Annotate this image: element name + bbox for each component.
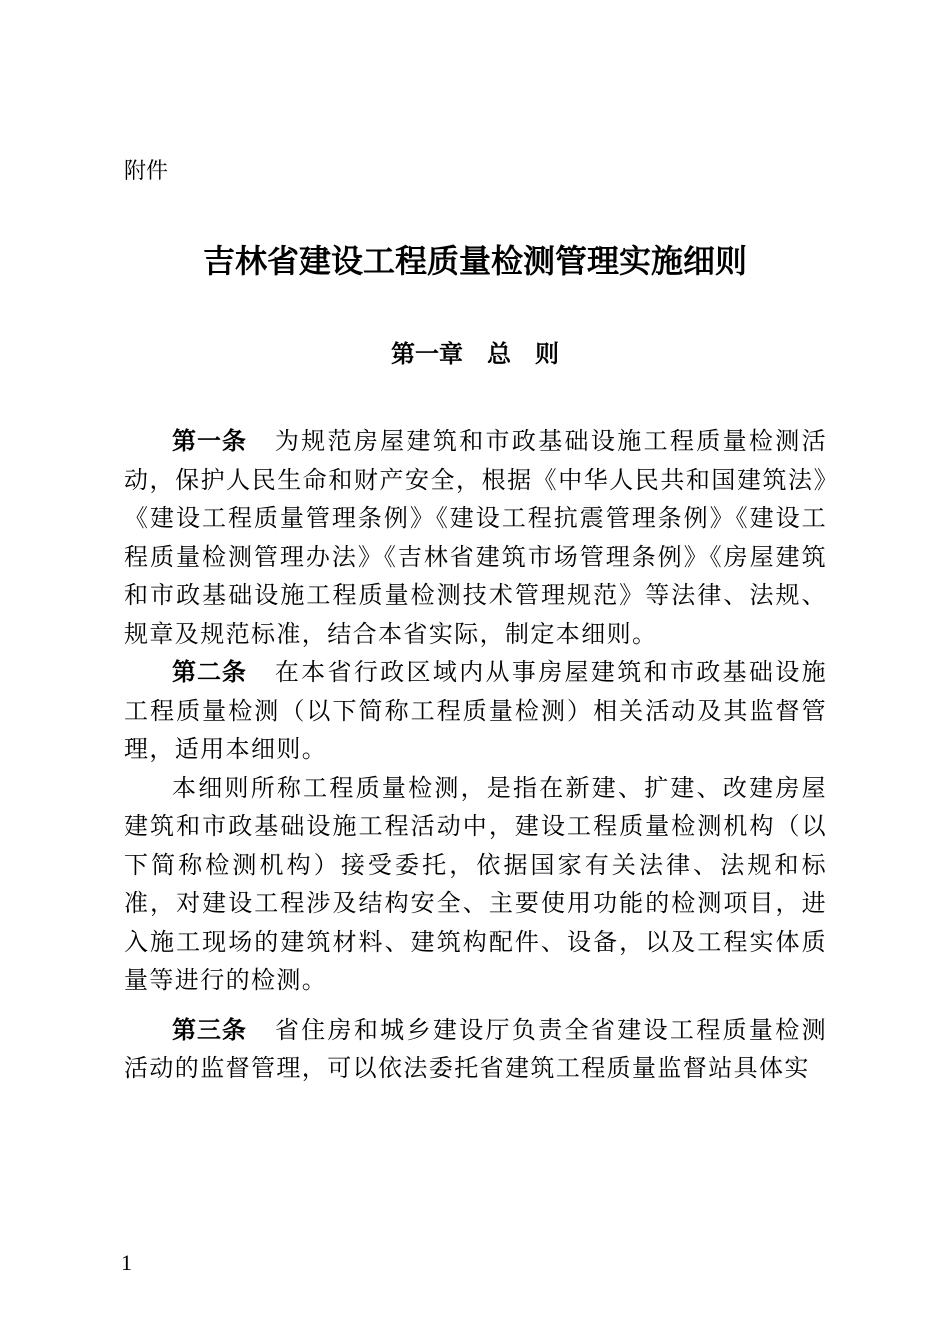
chapter-heading: 第一章 总 则	[391, 340, 559, 368]
article-2-paragraph	[124, 653, 827, 769]
article-number: 第二条	[172, 658, 247, 686]
article-text: 本细则所称工程质量检测，是指在新建、扩建、改建房屋建筑和市政基础设施工程活动中，建设工程质量检测机构（以下简称检测机构）接受委托，依据国家有关法律、法规和标准，对建设工程涉及结构安全、主要使用功能的检测项目，进入施工现场的建筑材料、建筑构配件、设备，以及工程实体质量等进行的检测。	[124, 773, 827, 994]
article-text: 为规范房屋建筑和市政基础设施工程质量检测活动，保护人民生命和财产安全，根据《中华人民共和国建筑法》《建设工程质量管理条例》《建设工程抗震管理条例》《建设工程质量检测管理办法》《吉林省建筑市场管理条例》《房屋建筑和市政基础设施工程质量检测技术管理规范》等法律、法规、规章及规范标准，结合本省实际，制定本细则。	[124, 427, 828, 648]
article-number: 第三条	[172, 1015, 247, 1044]
attachment-label: 附件	[124, 159, 169, 184]
article-text: 在本省行政区域内从事房屋建筑和市政基础设施工程质量检测（以下简称工程质量检测）相关活动及其监督管理，适用本细则。	[124, 658, 828, 763]
article-2-continuation-paragraph	[124, 769, 827, 1000]
document-body	[124, 422, 827, 1088]
article-number: 第一条	[172, 427, 247, 455]
document-title: 吉林省建设工程质量检测管理实施细则	[202, 242, 747, 280]
article-text: 省住房和城乡建设厅负责全省建设工程质量检测活动的监督管理，可以依法委托省建筑工程质量监督站具体实	[124, 1015, 828, 1082]
article-3-paragraph	[124, 1011, 827, 1088]
page-number: 1	[121, 1250, 132, 1275]
article-1-paragraph	[124, 422, 827, 653]
